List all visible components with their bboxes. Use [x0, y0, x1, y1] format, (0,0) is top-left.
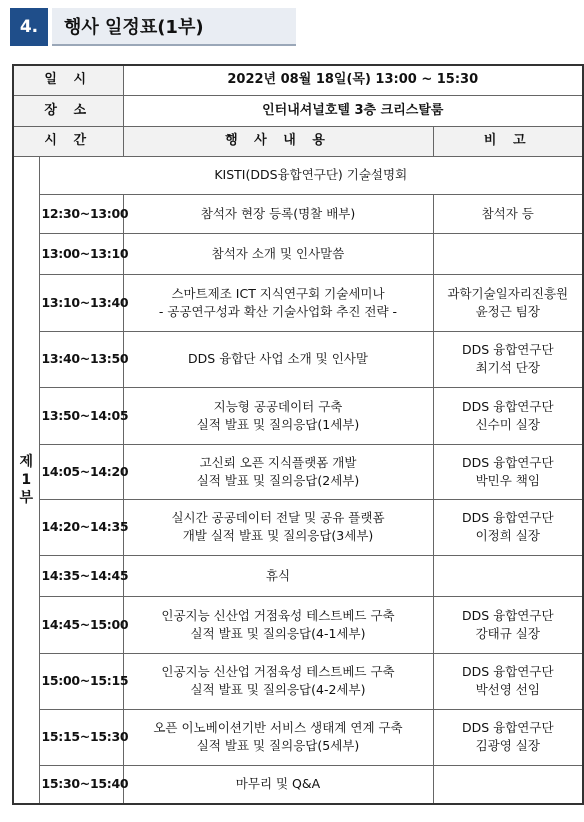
content-line: 지능형 공공데이터 구축: [213, 398, 343, 414]
note-cell: [433, 274, 583, 331]
schedule-row: [13, 596, 583, 653]
time-cell: 13:10~13:40: [39, 274, 123, 331]
schedule-row: [13, 444, 583, 499]
schedule-row: [13, 555, 583, 596]
content-line: 실적 발표 및 질의응답(2세부): [196, 472, 360, 488]
part-char: 제: [19, 453, 34, 470]
note-cell: [433, 194, 583, 233]
content-line: 개발 실적 발표 및 질의응답(3세부): [182, 528, 374, 543]
schedule-row: [13, 274, 583, 331]
section-header: [10, 8, 296, 46]
note-line: 윤정근 팀장: [475, 303, 540, 319]
section-title-cell: KISTI(DDS융합연구단) 기술설명회: [39, 156, 583, 194]
time-cell: 14:05~14:20: [39, 444, 123, 499]
content-line: 실적 발표 및 질의응답(1세부): [196, 416, 360, 432]
content-line: 실적 발표 및 질의응답(4-1세부): [190, 625, 366, 641]
date-value: 2022년 08월 18일(목) 13:00 ~ 15:30: [123, 65, 583, 95]
part-char: 부: [19, 489, 34, 506]
note-cell: [433, 555, 583, 596]
schedule-row: [13, 387, 583, 444]
note-line: 김광영 실장: [475, 738, 540, 753]
note-line: DDS 융합연구단: [461, 454, 554, 470]
time-cell: 13:50~14:05: [39, 387, 123, 444]
content-cell: [123, 555, 433, 596]
time-cell: 12:30~13:00: [39, 194, 123, 233]
content-line: 인공지능 신산업 거점육성 테스트베드 구축: [161, 664, 395, 679]
date-label: 일 시: [13, 65, 123, 95]
content-cell: [123, 596, 433, 653]
content-line: 참석자 현장 등록(명찰 배부): [200, 205, 356, 221]
content-line: 인공지능 신산업 거점육성 테스트베드 구축: [161, 607, 395, 623]
time-cell: 15:30~15:40: [39, 765, 123, 804]
note-line: DDS 융합연구단: [461, 720, 554, 735]
time-cell: 13:40~13:50: [39, 331, 123, 387]
section-title: 행사 일정표(1부): [52, 8, 296, 46]
content-line: 스마트제조 ICT 지식연구회 기술세미나: [171, 285, 385, 301]
content-cell: [123, 709, 433, 765]
content-line: 실적 발표 및 질의응답(4-2세부): [190, 682, 366, 697]
note-line: 신수미 실장: [475, 416, 540, 432]
note-line: 박선영 선임: [475, 682, 540, 697]
content-line: 실시간 공공데이터 전달 및 공유 플랫폼: [171, 510, 385, 525]
content-cell: [123, 331, 433, 387]
content-line: - 공공연구성과 확산 기술사업화 추진 전략 -: [158, 303, 398, 319]
content-line: 실적 발표 및 질의응답(5세부): [196, 738, 360, 753]
time-cell: 14:45~15:00: [39, 596, 123, 653]
time-cell: 15:00~15:15: [39, 653, 123, 709]
content-cell: [123, 387, 433, 444]
part-label-cell: [13, 156, 39, 804]
note-line: 강태규 실장: [475, 625, 540, 641]
column-header-row: [13, 126, 583, 156]
content-cell: [123, 444, 433, 499]
date-row: [13, 65, 583, 95]
time-cell: 14:20~14:35: [39, 499, 123, 555]
content-line: DDS 융합단 사업 소개 및 인사말: [188, 351, 368, 366]
content-line: 참석자 소개 및 인사말씀: [211, 245, 345, 261]
schedule-row: [13, 653, 583, 709]
content-line: 고신뢰 오픈 지식플랫폼 개발: [199, 454, 357, 470]
part-char: 1: [21, 471, 32, 488]
content-column-header: 행 사 내 용: [123, 126, 433, 156]
note-cell: [433, 596, 583, 653]
note-cell: [433, 233, 583, 274]
time-cell: 13:00~13:10: [39, 233, 123, 274]
schedule-row: [13, 331, 583, 387]
note-line: DDS 융합연구단: [461, 510, 554, 525]
content-cell: [123, 274, 433, 331]
note-line: 과학기술일자리진흥원: [447, 285, 569, 301]
note-column-header: 비 고: [433, 126, 583, 156]
schedule-table: [12, 64, 584, 805]
note-cell: [433, 653, 583, 709]
note-line: DDS 융합연구단: [461, 342, 554, 357]
note-cell: [433, 709, 583, 765]
schedule-row: [13, 194, 583, 233]
content-cell: [123, 499, 433, 555]
time-cell: 15:15~15:30: [39, 709, 123, 765]
note-cell: [433, 331, 583, 387]
content-cell: [123, 765, 433, 804]
schedule-row: [13, 765, 583, 804]
note-line: DDS 융합연구단: [461, 607, 554, 623]
content-cell: [123, 233, 433, 274]
note-line: 박민우 책임: [475, 472, 540, 488]
note-line: 최기석 단장: [475, 360, 540, 375]
content-cell: [123, 653, 433, 709]
note-cell: [433, 499, 583, 555]
venue-row: [13, 95, 583, 126]
note-line: DDS 융합연구단: [461, 664, 554, 679]
note-line: 이정희 실장: [475, 528, 540, 543]
venue-value: 인터내셔널호텔 3층 크리스탈룸: [123, 95, 583, 126]
content-line: 오픈 이노베이션기반 서비스 생태계 연계 구축: [153, 720, 403, 735]
schedule-row: [13, 499, 583, 555]
time-cell: 14:35~14:45: [39, 555, 123, 596]
note-cell: [433, 387, 583, 444]
content-cell: [123, 194, 433, 233]
note-line: 참석자 등: [481, 205, 534, 221]
schedule-row: [13, 709, 583, 765]
section-title-row: [13, 156, 583, 194]
note-cell: [433, 444, 583, 499]
schedule-row: [13, 233, 583, 274]
note-line: DDS 융합연구단: [461, 398, 554, 414]
time-column-header: 시 간: [13, 126, 123, 156]
content-line: 마무리 및 Q&A: [235, 776, 321, 792]
section-number: 4.: [10, 8, 48, 46]
venue-label: 장 소: [13, 95, 123, 126]
note-cell: [433, 765, 583, 804]
content-line: 휴식: [265, 567, 291, 583]
